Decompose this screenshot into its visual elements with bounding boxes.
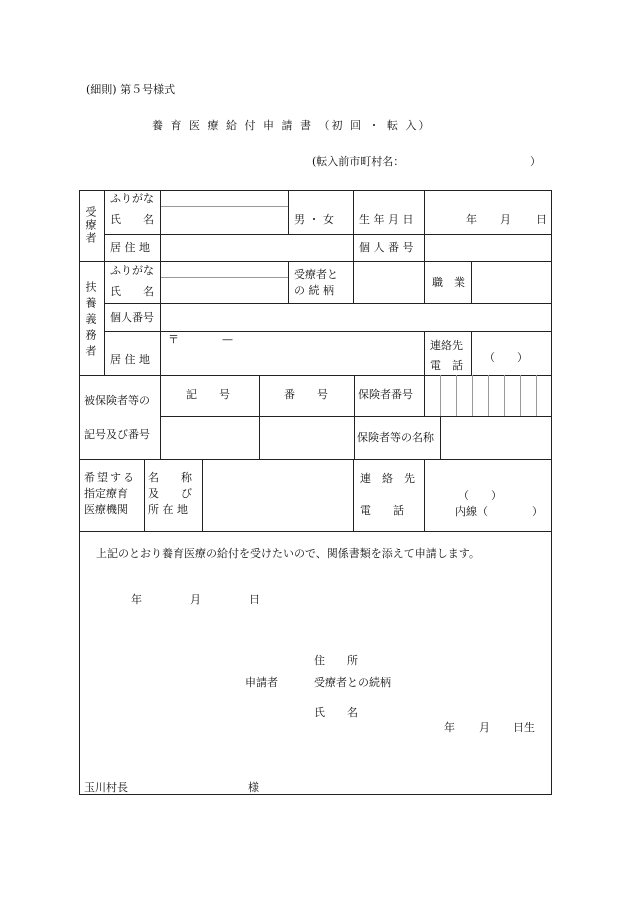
guardian-personal-number-field[interactable] <box>162 305 550 329</box>
applicant-birth-day[interactable]: 日生 <box>513 721 535 734</box>
addressee: 玉川村長 <box>84 781 128 794</box>
application-date-month[interactable]: 月 <box>190 593 201 606</box>
facility-phone-label: 電 話 <box>360 504 404 517</box>
guardian-personal-number-label: 個人番号 <box>110 311 154 324</box>
facility-name-label-3: 所 在 地 <box>148 503 188 516</box>
insurance-symbol-label: 記 号 <box>186 388 230 401</box>
insurance-label-2: 記号及び番号 <box>84 428 150 441</box>
facility-name-label-2: 及 び <box>148 487 192 500</box>
recipient-address-field[interactable] <box>162 236 351 260</box>
facility-label-3: 医療機関 <box>84 503 128 516</box>
insurer-number-field[interactable] <box>426 377 550 415</box>
recipient-birthdate-label: 生 年 月 日 <box>359 213 414 226</box>
guardian-address-label: 居 住 地 <box>110 353 150 366</box>
guardian-name-label: 氏 名 <box>110 285 154 298</box>
recipient-name-label: 氏 名 <box>110 213 154 226</box>
guardian-section-label: 扶養義務者 <box>84 281 97 361</box>
guardian-relation-label-1: 受療者と <box>294 268 338 281</box>
addressee-honorific: 様 <box>248 781 259 794</box>
former-municipality-label: (転入前市町村名： <box>312 155 405 168</box>
facility-label-1: 希望する <box>84 471 136 484</box>
guardian-contact-label-2: 電 話 <box>430 359 463 372</box>
applicant-birth-month[interactable]: 月 <box>479 721 490 734</box>
form-rule-label: (細則) 第５号様式 <box>86 83 176 96</box>
former-municipality-close: ） <box>530 155 541 168</box>
recipient-gender-label[interactable]: 男 ・ 女 <box>294 213 334 226</box>
applicant-birth-year[interactable]: 年 <box>444 721 455 734</box>
recipient-section-label: 受療者 <box>84 206 97 245</box>
insurer-name-field[interactable] <box>442 418 550 458</box>
form-title: 養 育 医 療 給 付 申 請 書 （初 回 ・ 転 入） <box>152 119 432 132</box>
postal-dash: — <box>222 333 233 346</box>
applicant-address-label: 住 所 <box>314 654 358 667</box>
facility-extension-field[interactable]: 内線（ ） <box>455 505 543 518</box>
insurance-label-1: 被保険者等の <box>84 394 150 407</box>
guardian-furigana-field[interactable] <box>162 262 286 276</box>
recipient-personal-number-field[interactable] <box>426 236 550 260</box>
recipient-birth-day: 日 <box>536 213 547 226</box>
guardian-occupation-label: 職 業 <box>432 276 465 289</box>
former-municipality-field[interactable] <box>418 154 528 168</box>
application-date-year[interactable]: 年 <box>131 593 142 606</box>
insurance-number-label: 番 号 <box>284 388 328 401</box>
recipient-personal-number-label: 個 人 番 号 <box>359 241 414 254</box>
recipient-birth-month: 月 <box>500 213 511 226</box>
declaration-statement: 上記のとおり養育医療の給付を受けたいので、関係書類を添えて申請します。 <box>96 547 480 560</box>
guardian-address-field[interactable] <box>162 333 422 373</box>
applicant-name-label: 氏 名 <box>314 706 358 719</box>
guardian-relation-field[interactable] <box>355 263 422 302</box>
guardian-relation-label-2: の 続 柄 <box>294 284 334 297</box>
facility-name-label-1: 名 称 <box>148 471 192 484</box>
facility-phone-field[interactable]: （ ） <box>458 489 502 502</box>
applicant-relation-label: 受療者との続柄 <box>314 676 391 689</box>
recipient-furigana-field[interactable] <box>162 191 286 205</box>
applicant-label: 申請者 <box>245 676 278 689</box>
insurer-number-label: 保険者番号 <box>358 388 413 401</box>
recipient-furigana-label: ふりがな <box>110 192 154 205</box>
guardian-furigana-label: ふりがな <box>110 264 154 277</box>
insurance-number-field[interactable] <box>261 418 352 458</box>
guardian-name-field[interactable] <box>162 279 286 302</box>
postal-mark: 〒 <box>168 333 179 346</box>
recipient-name-field[interactable] <box>162 208 286 233</box>
recipient-address-label: 居 住 地 <box>110 241 150 254</box>
guardian-occupation-field[interactable] <box>473 263 550 302</box>
insurer-name-label: 保険者等の名称 <box>357 431 434 444</box>
guardian-contact-label-1: 連絡先 <box>430 339 463 352</box>
facility-contact-label: 連 絡 先 <box>360 472 415 485</box>
facility-name-address-field[interactable] <box>204 461 351 529</box>
application-date-day[interactable]: 日 <box>249 593 260 606</box>
recipient-birth-year: 年 <box>466 213 477 226</box>
guardian-phone-field[interactable]: （ ） <box>484 351 528 364</box>
insurance-symbol-field[interactable] <box>162 418 257 458</box>
facility-label-2: 指定療育 <box>84 487 128 500</box>
